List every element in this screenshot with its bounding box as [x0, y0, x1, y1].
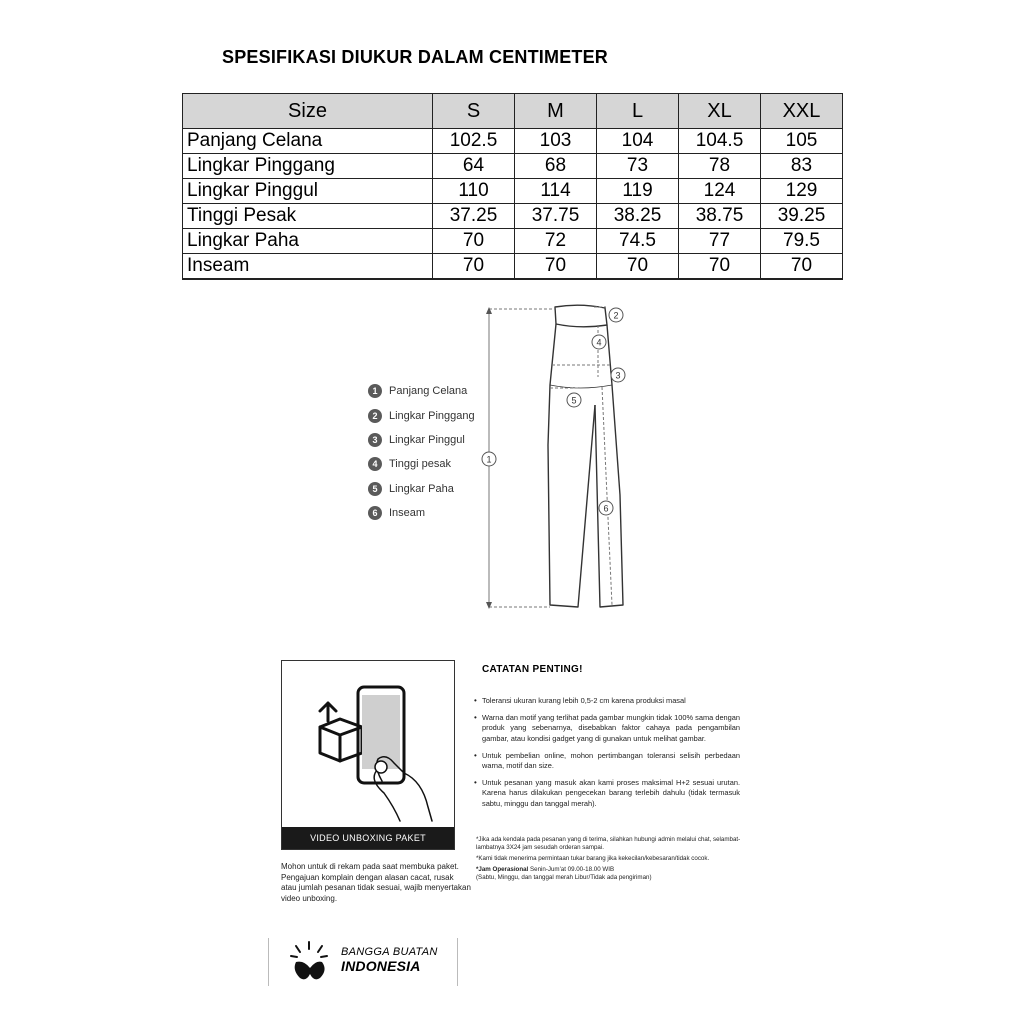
- cell-value: 72: [515, 229, 597, 254]
- cell-value: 74.5: [597, 229, 679, 254]
- cell-value: 70: [515, 254, 597, 279]
- unboxing-card: [281, 660, 455, 850]
- list-item: • Warna dan motif yang terlihat pada gambar mungkin tidak 100% sama dengan produk yang sebenarnya, disebabkan faktor cahaya pada pengambilan gambar, atau kondisi gadget yang di gunakan untuk melihat gambar.: [472, 713, 740, 744]
- marker-label: 6: [603, 503, 609, 514]
- cell-value: 83: [761, 154, 843, 179]
- cell-value: 119: [597, 179, 679, 204]
- header-xl: XL: [679, 94, 761, 129]
- cell-value: 103: [515, 129, 597, 154]
- cell-value: 38.25: [597, 204, 679, 229]
- legend-number: 3: [368, 433, 382, 447]
- legend-item: [368, 403, 475, 427]
- cell-value: 110: [433, 179, 515, 204]
- diagram-marker-4: [592, 335, 606, 349]
- cell-value: 124: [679, 179, 761, 204]
- logo-line-1: BANGGA BUATAN: [341, 946, 438, 958]
- legend-label: Lingkar Pinggul: [389, 433, 465, 446]
- marker-label: 2: [613, 310, 619, 321]
- legend-number: 6: [368, 506, 382, 520]
- cell-value: 37.75: [515, 204, 597, 229]
- list-item: • Untuk pesanan yang masuk akan kami proses maksimal H+2 sesuai urutan. Karena harus dilakukan pengecekan barang terlebih dahulu (tidak termasuk sabtu, minggu dan tanggal merah).: [472, 778, 740, 809]
- diagram-marker-2: [609, 308, 623, 322]
- cell-value: 70: [597, 254, 679, 279]
- legend-label: Lingkar Pinggang: [389, 409, 475, 422]
- row-label: Lingkar Paha: [183, 229, 433, 254]
- table-row: [183, 254, 843, 279]
- notes-list: [472, 696, 740, 816]
- legend-number: 4: [368, 457, 382, 471]
- cell-value: 70: [679, 254, 761, 279]
- unboxing-banner: VIDEO UNBOXING PAKET: [282, 827, 454, 849]
- row-label: Lingkar Pinggul: [183, 179, 433, 204]
- list-item: • Toleransi ukuran kurang lebih 0,5-2 cm karena produksi masal: [472, 696, 740, 706]
- measurement-lines: [489, 307, 612, 607]
- cell-value: 105: [761, 129, 843, 154]
- table-header-row: [183, 94, 843, 129]
- hours-label: *Jam Operasional: [476, 866, 529, 873]
- legend-item: [368, 379, 475, 403]
- legend-item: [368, 477, 475, 501]
- diagram-marker-6: [599, 501, 613, 515]
- table-row: [183, 179, 843, 204]
- header-xxl: XXL: [761, 94, 843, 129]
- cell-value: 102.5: [433, 129, 515, 154]
- legend-number: 2: [368, 409, 382, 423]
- marker-label: 4: [596, 337, 602, 348]
- cell-value: 64: [433, 154, 515, 179]
- page-title: SPESIFIKASI DIUKUR DALAM CENTIMETER: [222, 47, 609, 67]
- measurement-legend: [368, 379, 475, 525]
- cell-value: 77: [679, 229, 761, 254]
- marker-label: 5: [571, 395, 577, 406]
- marker-label: 3: [615, 370, 621, 381]
- cell-value: 39.25: [761, 204, 843, 229]
- table-row: [183, 229, 843, 254]
- marker-label: 1: [486, 454, 492, 465]
- logo-line-2: INDONESIA: [341, 958, 421, 974]
- cell-value: 68: [515, 154, 597, 179]
- row-label: Tinggi Pesak: [183, 204, 433, 229]
- cell-value: 37.25: [433, 204, 515, 229]
- legend-label: Inseam: [389, 507, 426, 520]
- cell-value: 73: [597, 154, 679, 179]
- pants-outline: [548, 305, 623, 607]
- legend-item: [368, 428, 475, 452]
- table-row: [183, 129, 843, 154]
- diagram-marker-5: [567, 393, 581, 407]
- legend-item: [368, 501, 475, 525]
- table-row: [183, 154, 843, 179]
- list-item: • Untuk pembelian online, mohon pertimbangan toleransi selisih perbedaan warna, motif dan size.: [472, 751, 740, 771]
- header-m: M: [515, 94, 597, 129]
- cell-value: 78: [679, 154, 761, 179]
- legend-number: 1: [368, 384, 382, 398]
- notes-title: CATATAN PENTING!: [482, 664, 583, 675]
- footnotes: [476, 836, 766, 885]
- cell-value: 129: [761, 179, 843, 204]
- hours-value: Senin-Jum'at 09.00-18.00 WIB: [528, 866, 615, 873]
- cell-value: 38.75: [679, 204, 761, 229]
- legend-label: Lingkar Paha: [389, 482, 454, 495]
- row-label: Lingkar Pinggang: [183, 154, 433, 179]
- legend-item: [368, 452, 475, 476]
- legend-number: 5: [368, 482, 382, 496]
- cell-value: 79.5: [761, 229, 843, 254]
- unboxing-instructions: Mohon untuk di rekam pada saat membuka paket. Pengajuan komplain dengan alasan cacat, rusak atau jumlah pesanan tidak sesuai, wajib menyertakan video unboxing.: [281, 862, 471, 903]
- cell-value: 114: [515, 179, 597, 204]
- size-chart-table: [182, 93, 843, 280]
- hours-note: (Sabtu, Minggu, dan tanggal merah Libur/Tidak ada pengiriman): [476, 874, 652, 881]
- row-label: Inseam: [183, 254, 433, 279]
- header-s: S: [433, 94, 515, 129]
- cell-value: 70: [433, 229, 515, 254]
- footnote-exchange: *Kami tidak menerima permintaan tukar barang jika kekecilan/kebesaran/tidak cocok.: [476, 855, 710, 862]
- legend-label: Tinggi pesak: [389, 458, 451, 471]
- legend-label: Panjang Celana: [389, 385, 468, 398]
- diagram-marker-1: [482, 452, 496, 466]
- header-size: Size: [183, 94, 433, 129]
- cell-value: 104: [597, 129, 679, 154]
- pants-measurement-diagram: [470, 295, 670, 625]
- cell-value: 104.5: [679, 129, 761, 154]
- cell-value: 70: [761, 254, 843, 279]
- row-label: Panjang Celana: [183, 129, 433, 154]
- cell-value: 70: [433, 254, 515, 279]
- bangga-buatan-logo-icon: [288, 940, 330, 984]
- footnote-hours: [476, 866, 766, 882]
- phone-unboxing-illustration: [282, 661, 454, 827]
- table-row: [183, 204, 843, 229]
- footnote-contact: *Jika ada kendala pada pesanan yang di terima, silahkan hubungi admin melalui chat, selambat-lambatnya 3X24 jam sesudah orderan sampai.: [476, 836, 741, 851]
- header-l: L: [597, 94, 679, 129]
- diagram-marker-3: [611, 368, 625, 382]
